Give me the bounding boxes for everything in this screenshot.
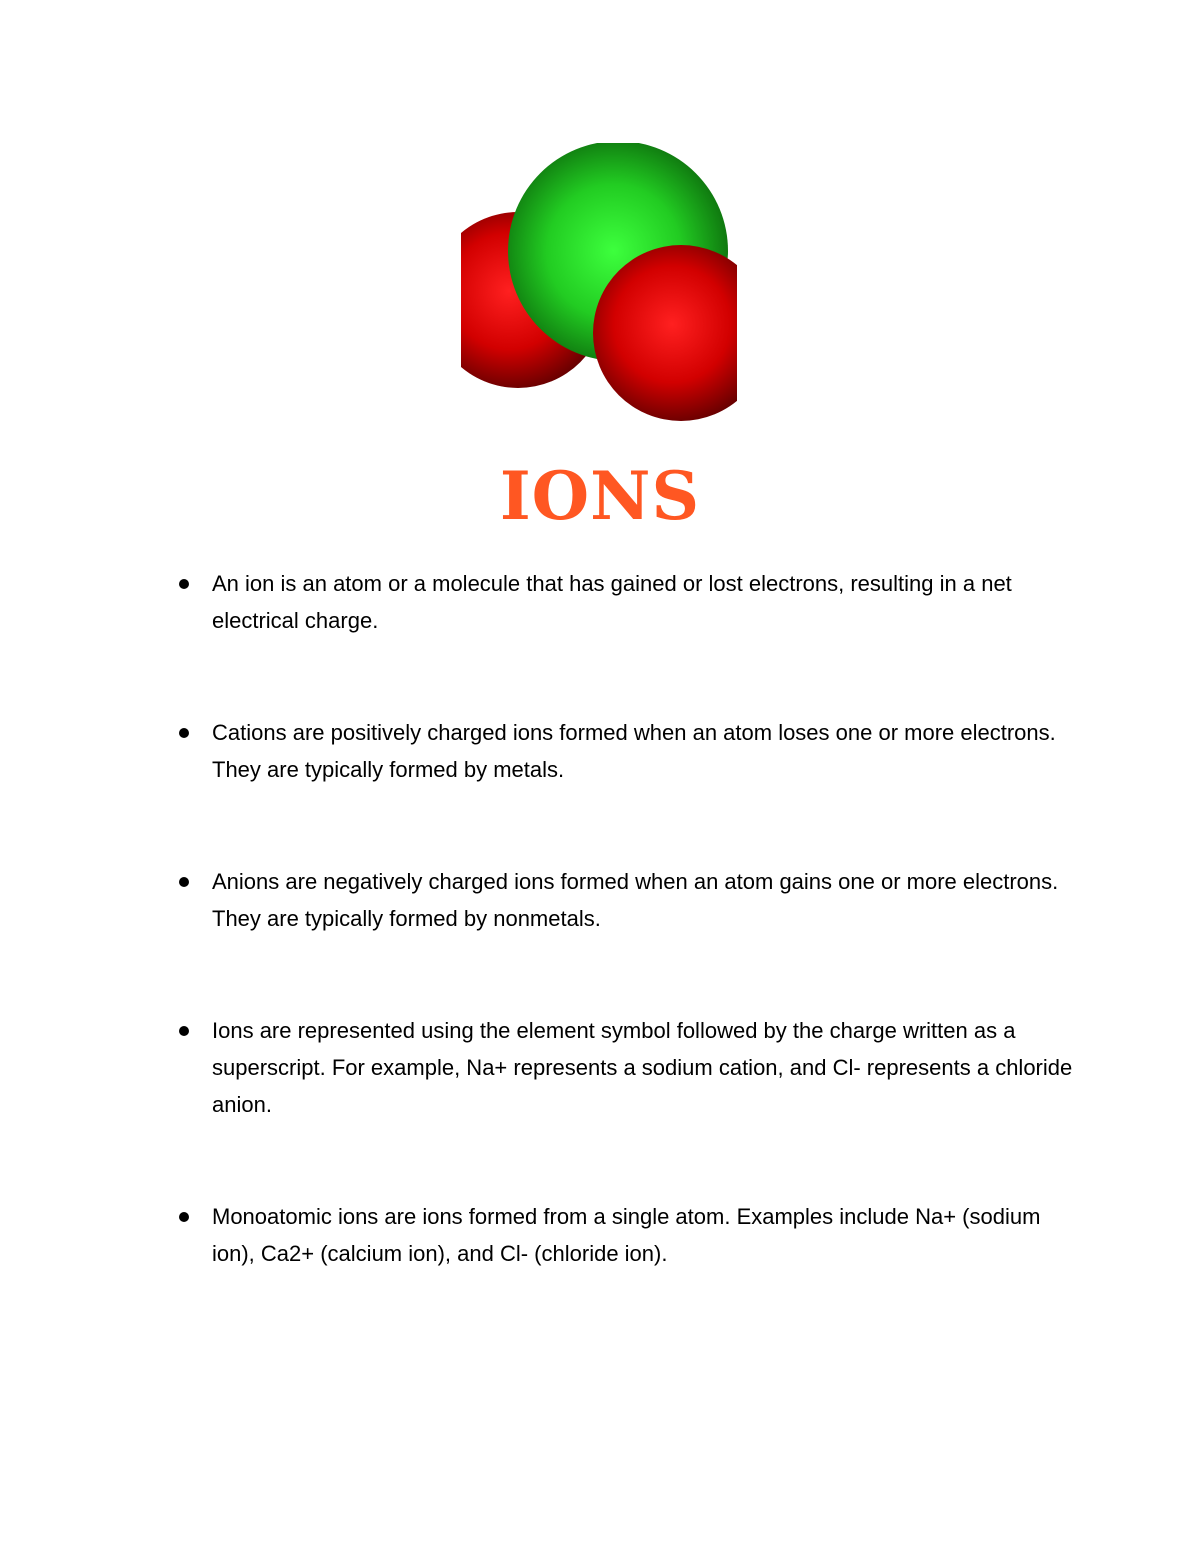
bullet-icon — [179, 877, 189, 887]
bullet-icon — [179, 728, 189, 738]
bullet-item-monoatomic — [212, 1198, 1082, 1272]
bullet-text: Ions are represented using the element symbol followed by the charge written as a superscript. For example, Na+ represents a sodium cation, and Cl- represents a chloride anion. — [212, 1018, 1073, 1117]
bullet-item-representation — [212, 1012, 1082, 1123]
bullet-text: An ion is an atom or a molecule that has gained or lost electrons, resulting in a net electrical charge. — [212, 571, 1012, 633]
bullet-item-cations — [212, 714, 1082, 788]
bullet-text: Cations are positively charged ions formed when an atom loses one or more electrons. They are typically formed by metals. — [212, 720, 1056, 782]
bullet-list — [212, 565, 1082, 1347]
bullet-item-anions — [212, 863, 1082, 937]
molecule-image — [461, 143, 737, 423]
bullet-text: Monoatomic ions are ions formed from a single atom. Examples include Na+ (sodium ion), Ca2+ (calcium ion), and Cl- (chloride ion). — [212, 1204, 1041, 1266]
bullet-icon — [179, 1212, 189, 1222]
bullet-item-ion-definition — [212, 565, 1082, 639]
bullet-icon — [179, 1026, 189, 1036]
page-title: IONS — [499, 457, 701, 535]
bullet-text: Anions are negatively charged ions formed when an atom gains one or more electrons. They are typically formed by nonmetals. — [212, 869, 1059, 931]
bullet-icon — [179, 579, 189, 589]
